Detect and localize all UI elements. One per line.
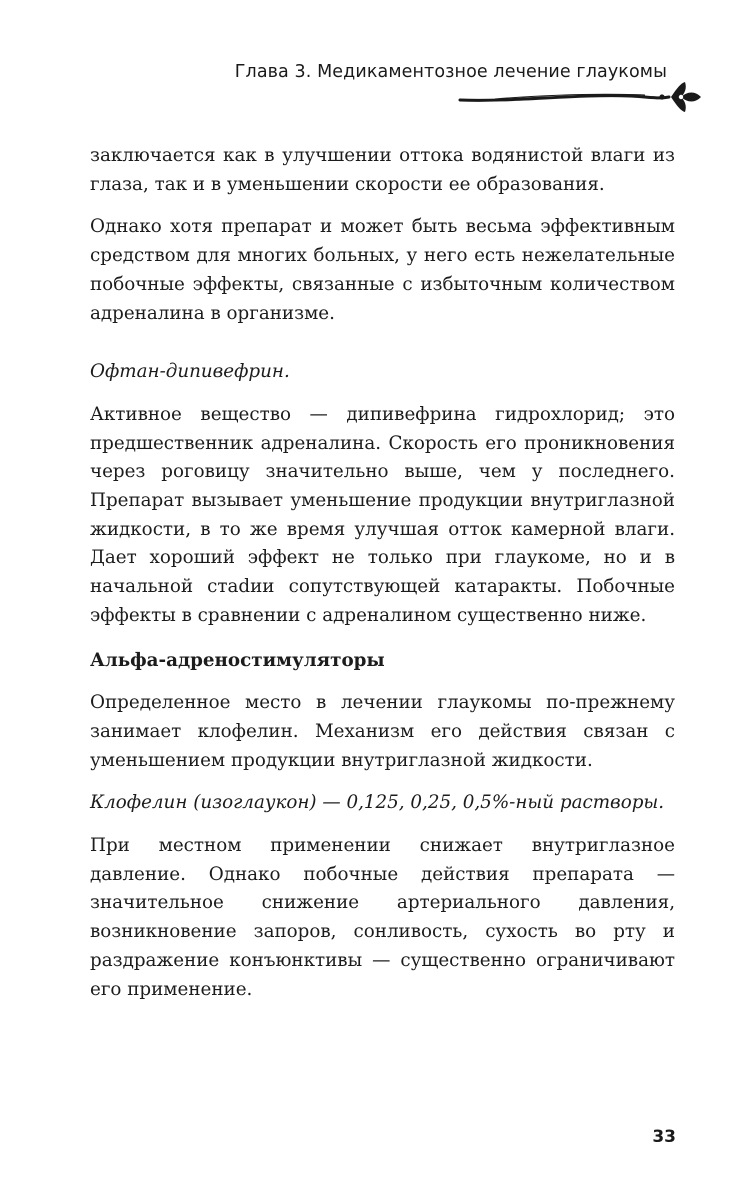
page-body [90, 142, 675, 1004]
page-number: 33 [652, 1127, 676, 1147]
drug-name-klofelin: Клофелин (изоглаукон) — 0,125, 0,25, 0,5%-ный растворы. [90, 792, 665, 814]
paragraph-5: При местном применении снижает внутриглазное давление. Однако побочные действия препарата — значительное снижение артериального давления, возникновение запоров, сонливость, сухость во рту и раздражение конъюнктивы — существенно ограничивают его применение. [90, 835, 675, 1000]
flourish-ornament-icon [455, 80, 705, 114]
running-head-title: Глава 3. Медикаментозное лечение глаукомы [234, 62, 667, 82]
section-heading: Альфа-адреностимуляторы [90, 649, 385, 671]
paragraph-2: Однако хотя препарат и может быть весьма эффективным средством для многих больных, у него есть нежелательные побочные эффекты, связанные с избыточным количеством адреналина в организме. [90, 216, 675, 324]
paragraph-4: Определенное место в лечении глаукомы по-прежнему занимает клофелин. Механизм его действия связан с уменьшением продукции внутриглазной жидкости. [90, 692, 675, 771]
drug-name-oftan: Офтан-дипивефрин. [90, 361, 290, 383]
paragraph-3: Активное вещество — дипивефрина гидрохлорид; это предшественник адреналина. Скорость его проникновения через роговицу значительно выше, чем у последнего. Препарат вызывает уменьшение продукции внутриглазной жидкости, в то же время улучшая отток камерной влаги. Дает хороший эффект не только при глаукоме, но и в начальной стаdии сопутствующей катаракты. Побочные эффекты в сравнении с адреналином существенно ниже. [90, 403, 675, 626]
paragraph-1: заключается как в улучшении оттока водянистой влаги из глаза, так и в уменьшении скорости ее образования. [90, 145, 675, 195]
